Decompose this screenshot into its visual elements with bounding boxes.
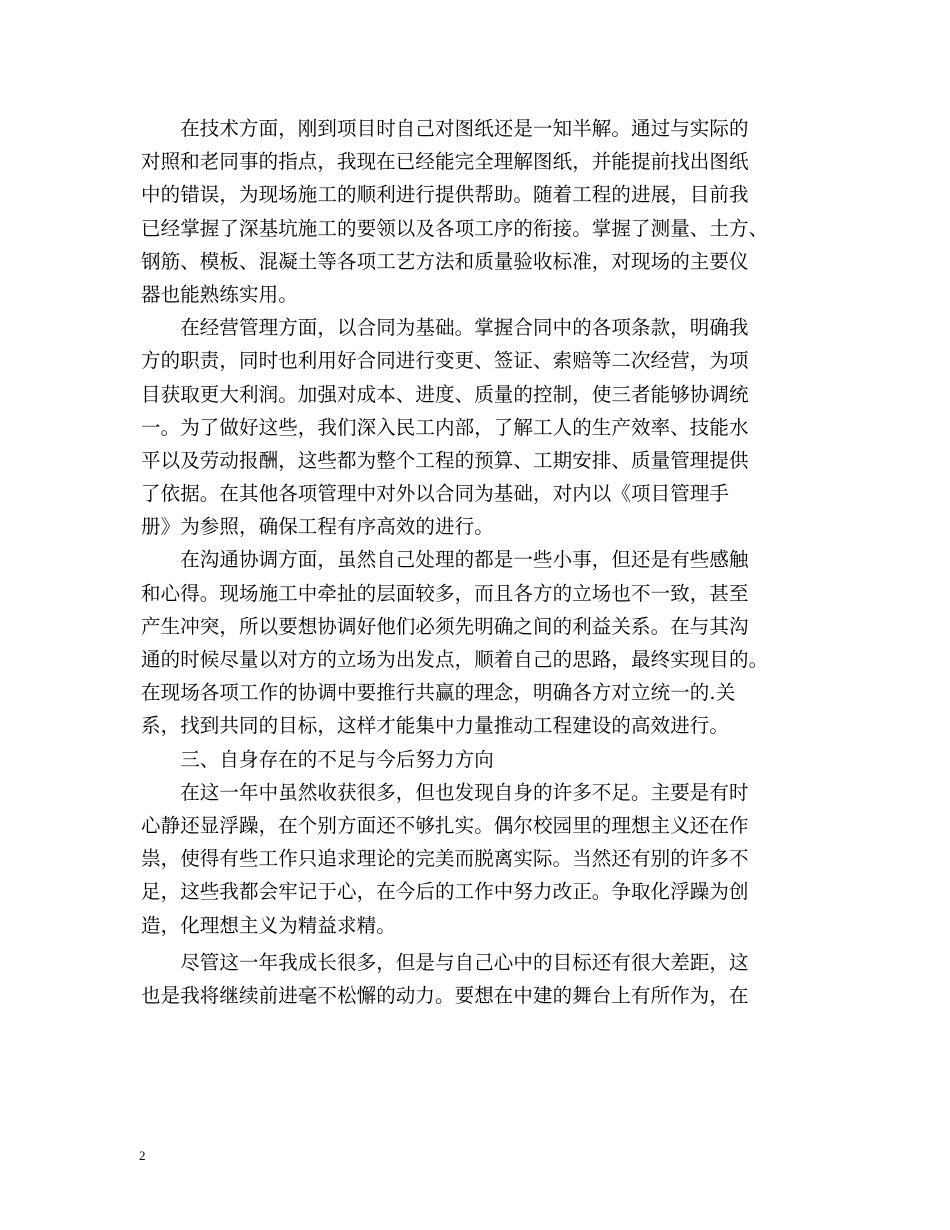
text-line: 在这一年中虽然收获很多，但也发现自身的许多不足。主要是有时 [141,780,749,804]
text-line: 在技术方面，刚到项目时自己对图纸还是一知半解。通过与实际的 [141,117,749,140]
text-line: 产生冲突，所以要想协调好他们必须先明确之间的利益关系。在与其沟 [141,614,749,638]
text-line: 在现场各项工作的协调中要推行共赢的理念，明确各方对立统一的.关 [141,681,736,705]
text-line: 足，这些我都会牢记于心，在今后的工作中努力改正。争取化浮躁为创 [141,880,749,904]
text-line: 钢筋、模板、混凝土等各项工艺方法和质量验收标准，对现场的主要仪 [141,249,749,273]
section-heading: 三、自身存在的不足与今后努力方向 [141,747,494,771]
text-line: 系，找到共同的目标，这样才能集中力量推动工程建设的高效进行。 [141,714,730,738]
text-line: 祟，使得有些工作只追求理论的完美而脱离实际。当然还有别的许多不 [141,847,749,871]
text-line: 目获取更大利润。加强对成本、进度、质量的控制，使三者能够协调统 [141,382,749,406]
text-line: 心静还显浮躁，在个别方面还不够扎实。偶尔校园里的理想主义还在作 [141,813,749,837]
text-line: 中的错误，为现场施工的顺利进行提供帮助。随着工程的进展，目前我 [141,183,749,207]
text-line: 一。为了做好这些，我们深入民工内部，了解工人的生产效率、技能水 [141,415,749,439]
text-line: 在经营管理方面，以合同为基础。掌握合同中的各项条款，明确我 [141,316,749,340]
text-line: 也是我将继续前进毫不松懈的动力。要想在中建的舞台上有所作为，在 [141,984,749,1008]
text-line: 和心得。现场施工中牵扯的层面较多，而且各方的立场也不一致，甚至 [141,581,749,605]
text-line: 造，化理想主义为精益求精。 [141,913,396,937]
text-line: 了依据。在其他各项管理中对外以合同为基础，对内以《项目管理手 [141,482,730,506]
text-line: 对照和老同事的指点，我现在已经能完全理解图纸，并能提前找出图纸 [141,150,749,174]
text-line: 器也能熟练实用。 [141,282,298,306]
text-line: 已经掌握了深基坑施工的要领以及各项工序的衔接。掌握了测量、土方、 [141,216,769,240]
text-line: 平以及劳动报酬，这些都为整个工程的预算、工期安排、质量管理提供 [141,448,749,472]
text-line: 通的时候尽量以对方的立场为出发点，顺着自己的思路，最终实现目的。 [141,648,769,671]
text-line: 尽管这一年我成长很多，但是与自己心中的目标还有很大差距，这 [141,951,749,974]
document-body [141,112,821,1012]
text-line: 册》为参照，确保工程有序高效的进行。 [141,515,494,539]
text-line: 在沟通协调方面，虽然自己处理的都是一些小事，但还是有些感触 [141,548,749,572]
page-number: 2 [139,1148,146,1163]
text-line: 方的职责，同时也利用好合同进行变更、签证、索赔等二次经营，为项 [141,349,749,373]
